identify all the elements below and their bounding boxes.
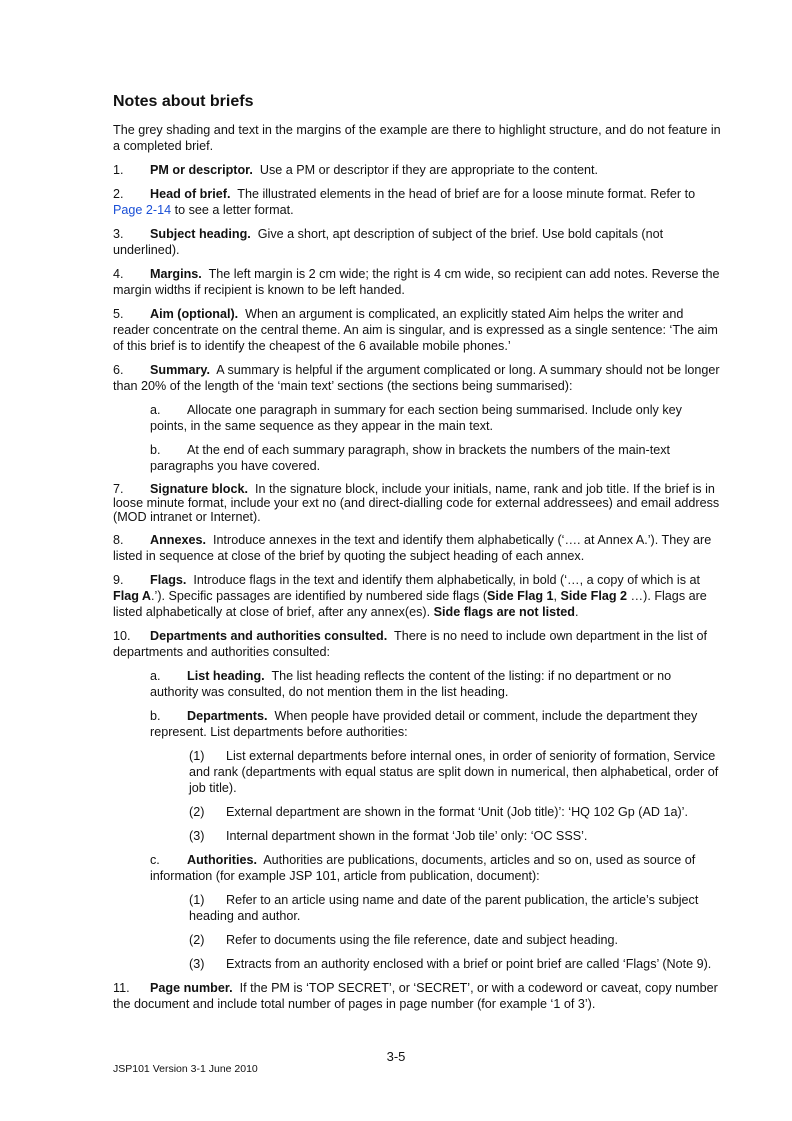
note-10a: a. List heading. The list heading reflects the content of the listing: if no department or no authority was consulted, do not mention them in the list heading.: [150, 669, 672, 699]
footer-version: JSP101 Version 3-1 June 2010: [113, 1063, 258, 1075]
note-10c-1: (1) Refer to an article using name and date of the parent publication, the article’s subject heading and author.: [189, 893, 699, 923]
page-number: 3-5: [386, 1049, 406, 1064]
note-10c-3: (3) Extracts from an authority enclosed with a brief or point brief are called ‘Flags’ (Note 9).: [189, 957, 712, 971]
note-heading: Flags.: [150, 573, 187, 587]
note-heading: Head of brief.: [150, 187, 231, 201]
note-6a: a. Allocate one paragraph in summary for each section being summarised. Include only key points, in the same sequence as they appear in the main text.: [150, 403, 682, 433]
note-heading: PM or descriptor.: [150, 163, 253, 177]
note-4: 4. Margins. The left margin is 2 cm wide; the right is 4 cm wide, so recipient can add notes. Reverse the margin widths if recipient is known to be left handed.: [113, 267, 720, 297]
note-heading: Annexes.: [150, 533, 206, 547]
note-10b: b. Departments. When people have provided detail or comment, include the department they represent. List departments before authorities:: [150, 709, 698, 739]
note-heading: Margins.: [150, 267, 202, 281]
note-2: 2. Head of brief. The illustrated elements in the head of brief are for a loose minute format. Refer to Page 2-14 to see a letter format.: [113, 187, 696, 217]
note-10b-3: (3) Internal department shown in the format ‘Job tile’ only: ‘OC SSS’.: [189, 829, 588, 843]
note-3: 3. Subject heading. Give a short, apt description of subject of the brief. Use bold capitals (not underlined).: [113, 227, 664, 257]
page-2-14-link[interactable]: Page 2-14: [113, 203, 172, 217]
note-heading: Subject heading.: [150, 227, 251, 241]
document-body: [113, 92, 721, 1020]
note-8: 8. Annexes. Introduce annexes in the text and identify them alphabetically (‘…. at Annex A.’). They are listed in sequence at close of the brief by quoting the subject heading of each annex.: [113, 533, 712, 563]
note-heading: Page number.: [150, 981, 233, 995]
note-6: 6. Summary. A summary is helpful if the argument complicated or long. A summary should not be longer than 20% of the length of the ‘main text’ sections (the sections being summarised):: [113, 363, 720, 393]
note-10b-1: (1) List external departments before internal ones, in order of seniority of formation, Service and rank (departments with equal status are split down in numerical, then alphabetical, order of job title).: [189, 749, 719, 795]
note-1: 1. PM or descriptor. Use a PM or descriptor if they are appropriate to the content.: [113, 163, 598, 177]
note-heading: Aim (optional).: [150, 307, 239, 321]
note-10: 10. Departments and authorities consulted. There is no need to include own department in the list of departments and authorities consulted:: [113, 629, 707, 659]
note-10c-2: (2) Refer to documents using the file reference, date and subject heading.: [189, 933, 619, 947]
note-9: 9. Flags. Introduce flags in the text and identify them alphabetically, in bold (‘…, a copy of which is at Flag A.’). Specific passages are identified by numbered side flags (Side Flag 1, Side Flag 2 …). Flags are listed alphabetically at close of brief, after any annex(es). Side flags are not listed.: [113, 573, 707, 619]
note-5: 5. Aim (optional). When an argument is complicated, an explicitly stated Aim helps the writer and reader concentrate on the central theme. An aim is singular, and is expressed as a single sentence: ‘The aim of this brief is to identify the cheapest of the 6 available mobile phones.’: [113, 307, 718, 353]
note-10c: c. Authorities. Authorities are publications, documents, articles and so on, used as source of information (for example JSP 101, article from publication, document):: [150, 853, 696, 883]
note-heading: Departments and authorities consulted.: [150, 629, 388, 643]
note-heading: Summary.: [150, 363, 210, 377]
note-10b-2: (2) External department are shown in the format ‘Unit (Job title)’: ‘HQ 102 Gp (AD 1a)’.: [189, 805, 688, 819]
note-7: 7. Signature block. In the signature block, include your initials, name, rank and job title. If the brief is in loose minute format, include your ext no (and direct-dialling code for external addressees) and email address (MOD intranet or Internet).: [113, 482, 720, 524]
note-heading: Signature block.: [150, 482, 248, 496]
intro-paragraph: The grey shading and text in the margins of the example are there to highlight structure, and do not feature in a completed brief.: [113, 123, 721, 153]
note-6b: b. At the end of each summary paragraph, show in brackets the numbers of the main-text paragraphs you have covered.: [150, 443, 671, 473]
note-11: 11. Page number. If the PM is ‘TOP SECRET’, or ‘SECRET’, or with a codeword or caveat, copy number the document and include total number of pages in page number (for example ‘1 of 3’).: [113, 981, 718, 1011]
page-title: Notes about briefs: [113, 93, 254, 110]
